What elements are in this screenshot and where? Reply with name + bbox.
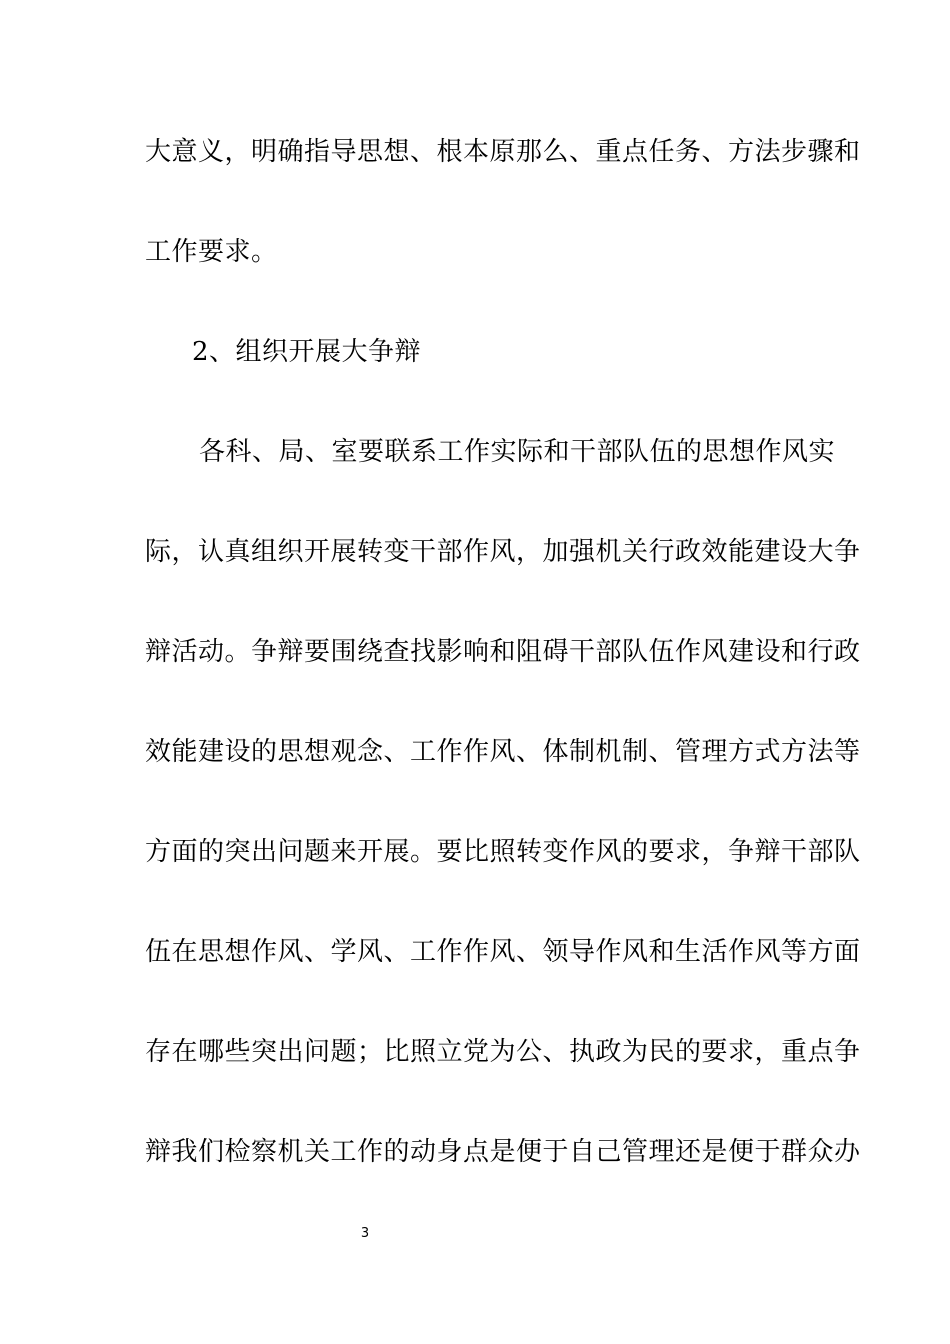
body-text-line: 辩活动。争辩要围绕查找影响和阻碍干部队伍作风建设和行政 <box>145 637 861 667</box>
page-number: 3 <box>360 1226 370 1241</box>
body-text-line: 大意义，明确指导思想、根本原那么、重点任务、方法步骤和 <box>145 137 861 167</box>
section-heading: 2、组织开展大争辩 <box>192 337 422 367</box>
body-text-line: 各科、局、室要联系工作实际和干部队伍的思想作风实 <box>199 437 836 467</box>
body-text-line: 存在哪些突出问题；比照立党为公、执政为民的要求，重点争 <box>145 1037 861 1067</box>
body-text-line: 效能建设的思想观念、工作作风、体制机制、管理方式方法等 <box>145 737 861 767</box>
body-text-line: 际，认真组织开展转变干部作风，加强机关行政效能建设大争 <box>145 537 861 567</box>
body-text-line: 辩我们检察机关工作的动身点是便于自己管理还是便于群众办 <box>145 1137 861 1167</box>
body-text-line: 工作要求。 <box>145 237 278 267</box>
body-text-line: 伍在思想作风、学风、工作作风、领导作风和生活作风等方面 <box>145 937 861 967</box>
body-text-line: 方面的突出问题来开展。要比照转变作风的要求，争辩干部队 <box>145 837 861 867</box>
